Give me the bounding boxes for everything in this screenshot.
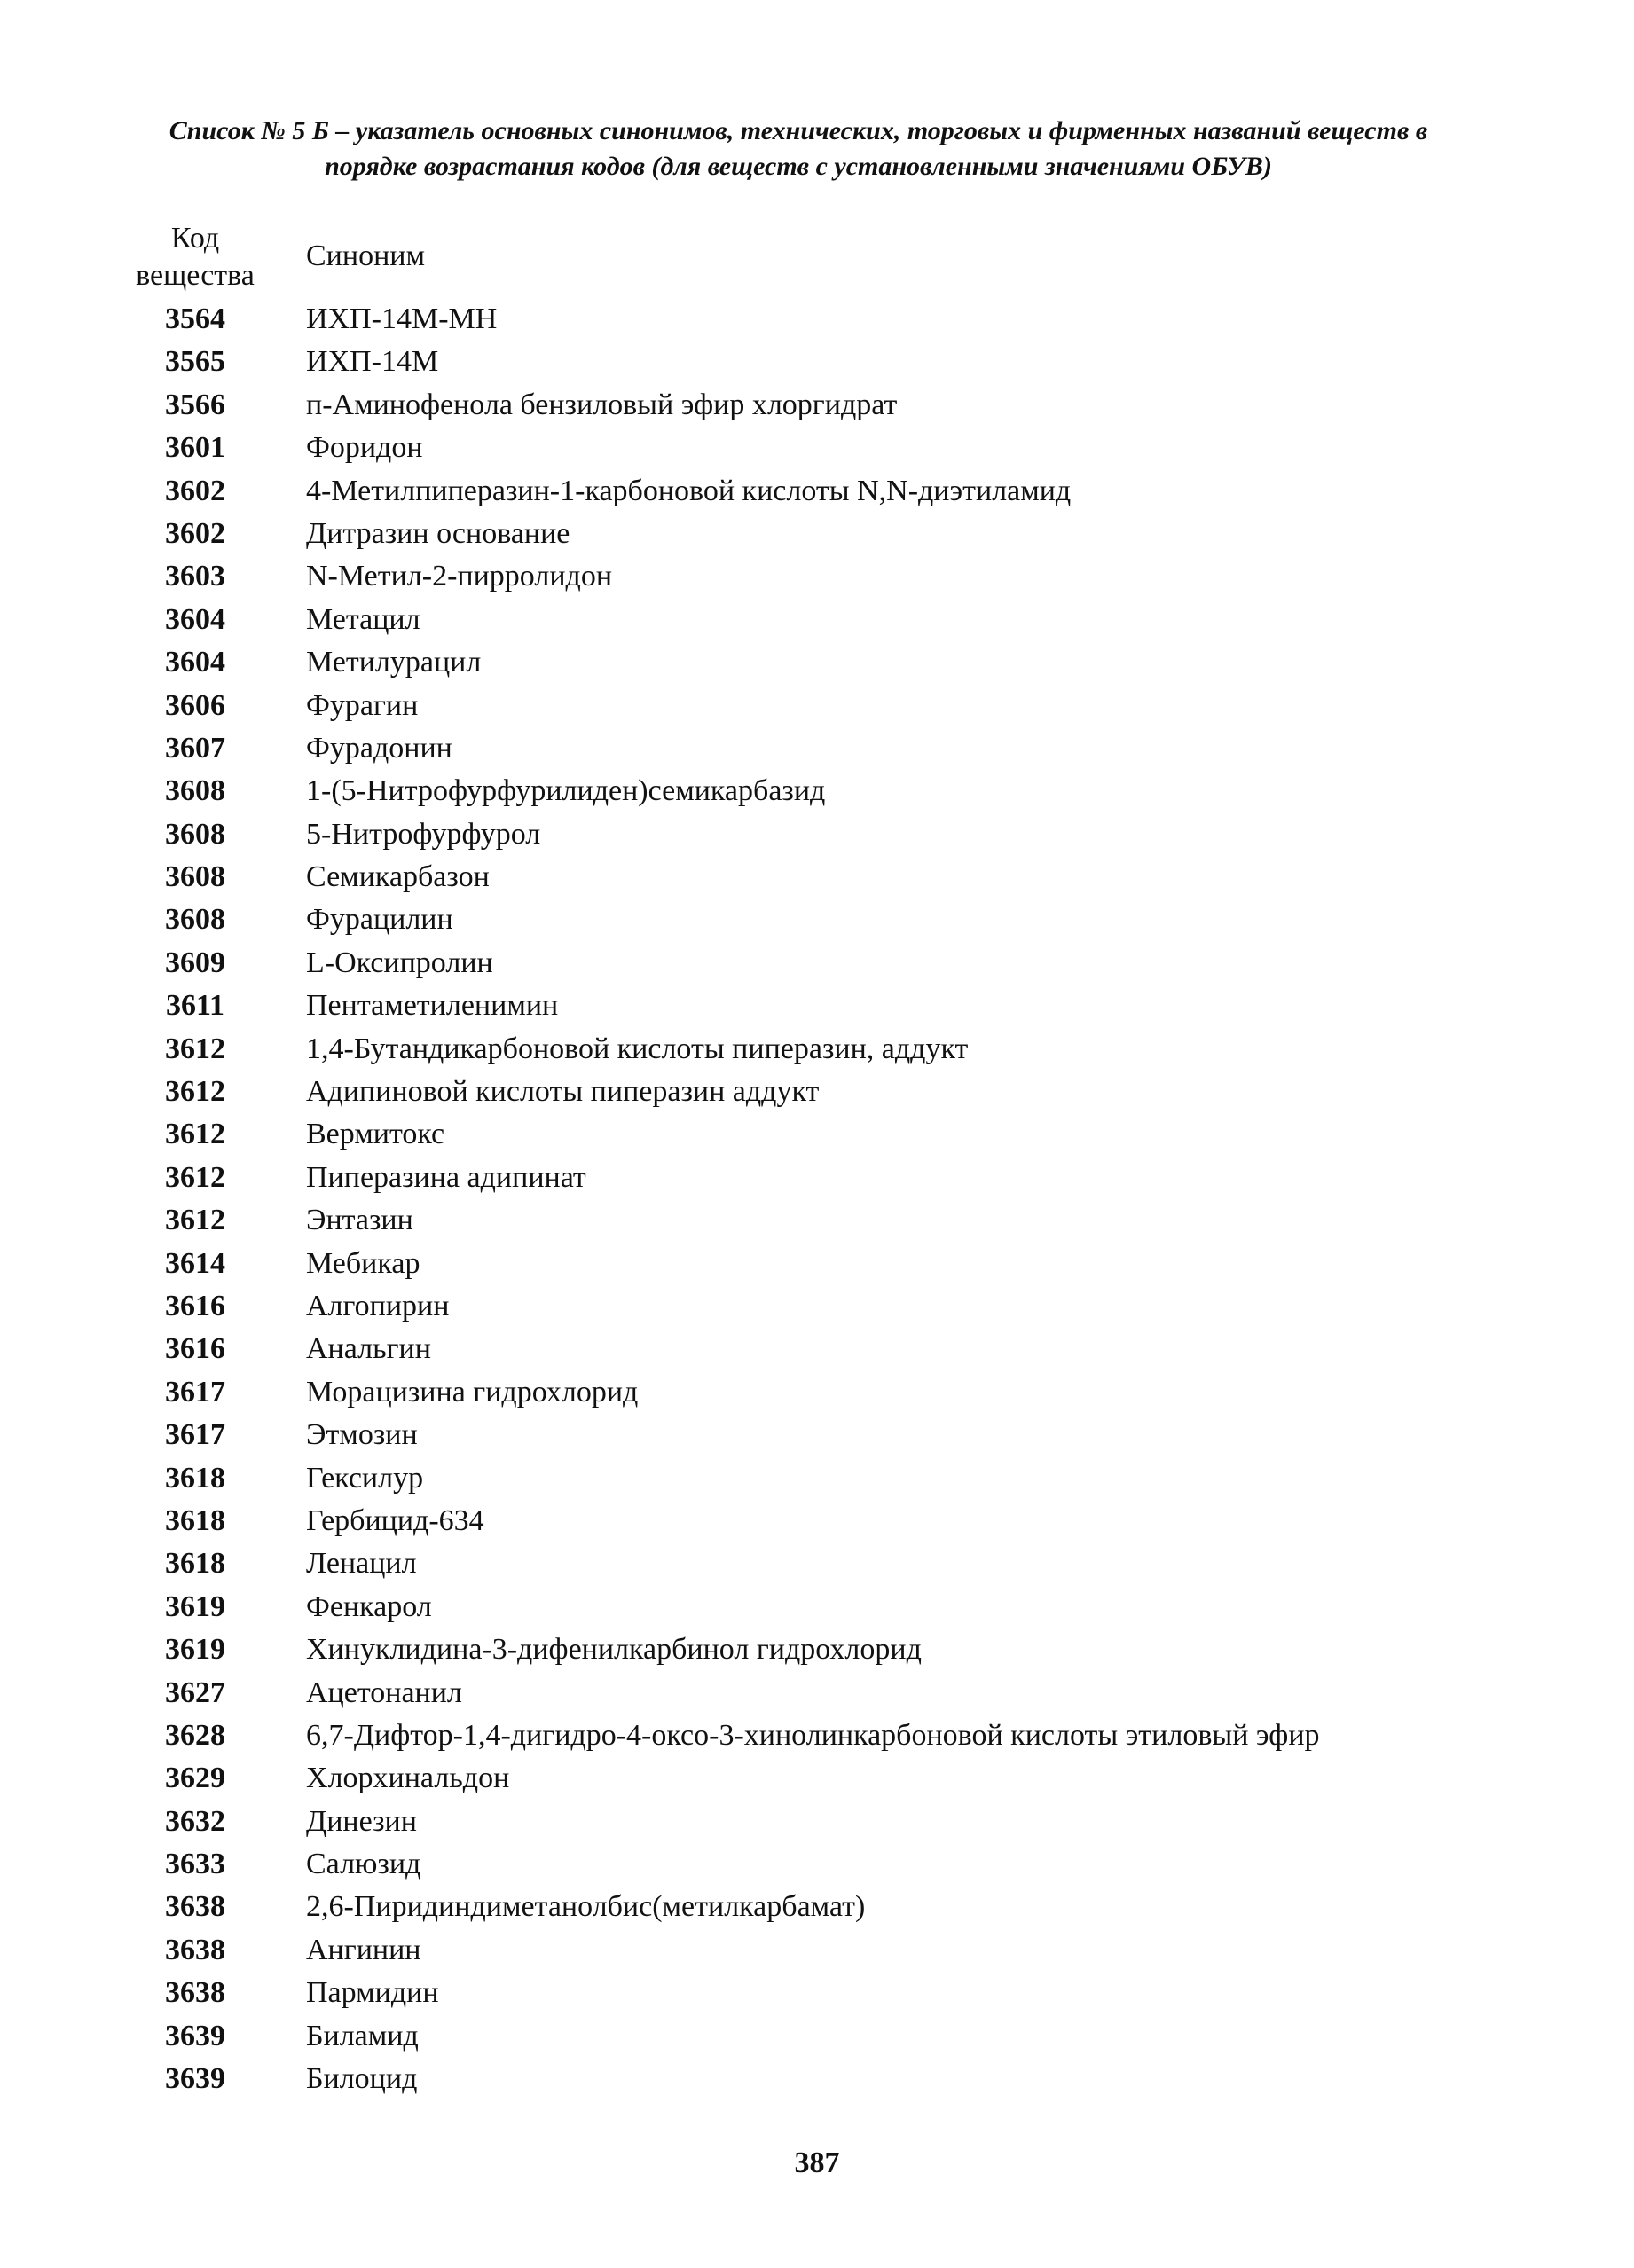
substance-code: 3627 <box>165 1675 225 1709</box>
substance-synonym: Фурадонин <box>306 731 452 765</box>
substance-synonym: Билоцид <box>306 2062 418 2096</box>
substance-synonym: Фенкарол <box>306 1589 432 1623</box>
table-row <box>124 1843 1508 1886</box>
column-header-synonym: Синоним <box>306 239 425 272</box>
substance-code: 3606 <box>165 688 225 722</box>
table-row <box>124 1672 1508 1715</box>
table-row <box>124 813 1508 856</box>
substance-code: 3566 <box>165 388 225 421</box>
table-row <box>124 341 1508 383</box>
substance-code: 3602 <box>165 474 225 507</box>
table-row <box>124 2058 1508 2100</box>
table-row <box>124 1757 1508 1800</box>
substance-synonym: Салюзид <box>306 1848 421 1881</box>
substance-synonym: Форидон <box>306 431 423 465</box>
page-title <box>106 114 1490 184</box>
substance-code: 3633 <box>165 1848 225 1881</box>
substance-code: 3619 <box>165 1633 225 1667</box>
substance-synonym: Гексилур <box>306 1461 424 1495</box>
substance-synonym: п-Аминофенола бензиловый эфир хлоргидрат <box>306 388 898 421</box>
substance-code: 3618 <box>165 1461 225 1495</box>
substance-code: 3618 <box>165 1503 225 1537</box>
table-row <box>124 1586 1508 1628</box>
substance-synonym: ИХП-14М-МН <box>306 302 498 335</box>
table-row <box>124 685 1508 727</box>
substance-synonym: Динезин <box>306 1804 417 1838</box>
table-row <box>124 856 1508 899</box>
substance-synonym: Хлорхинальдон <box>306 1762 510 1795</box>
substance-synonym: Гербицид-634 <box>306 1503 484 1537</box>
substance-code: 3601 <box>165 431 225 465</box>
table-row <box>124 1628 1508 1671</box>
substance-synonym: 5-Нитрофурфурол <box>306 817 541 851</box>
substance-synonym: Ангинин <box>306 1933 421 1966</box>
substance-code: 3617 <box>165 1375 225 1409</box>
substance-synonym: Ацетонанил <box>306 1675 462 1709</box>
substance-code: 3608 <box>165 817 225 851</box>
substance-synonym: Пентаметиленимин <box>306 989 559 1023</box>
table-row <box>124 1113 1508 1156</box>
substance-synonym: N-Метил-2-пирролидон <box>306 560 613 593</box>
column-header-code-line-2: вещества <box>136 259 255 292</box>
substance-synonym: Метацил <box>306 602 420 636</box>
substance-code: 3608 <box>165 903 225 937</box>
table-row <box>124 899 1508 941</box>
table-row <box>124 985 1508 1027</box>
table-row <box>124 1886 1508 1928</box>
table-header <box>124 220 1508 291</box>
substance-synonym: Метилурацил <box>306 646 482 679</box>
table-row <box>124 1371 1508 1414</box>
substance-code: 3632 <box>165 1804 225 1838</box>
table-row <box>124 1328 1508 1370</box>
substance-synonym: Мебикар <box>306 1246 420 1280</box>
table-row <box>124 1157 1508 1199</box>
substance-synonym: 1,4-Бутандикарбоновой кислоты пиперазин, аддукт <box>306 1032 969 1065</box>
substance-code: 3638 <box>165 1890 225 1924</box>
table-row <box>124 384 1508 427</box>
substance-code: 3639 <box>165 2019 225 2052</box>
substance-synonym: L-Оксипролин <box>306 946 493 979</box>
substance-synonym: Ленацил <box>306 1547 417 1581</box>
substance-code: 3611 <box>165 989 225 1023</box>
table-row <box>124 1457 1508 1500</box>
table-row <box>124 641 1508 684</box>
substance-code: 3604 <box>165 646 225 679</box>
page-number: 387 <box>794 2146 840 2179</box>
substance-synonym: Алгопирин <box>306 1289 450 1322</box>
synonym-table <box>124 298 1508 2100</box>
substance-synonym: Анальгин <box>306 1332 431 1366</box>
substance-synonym: Морацизина гидрохлорид <box>306 1375 639 1409</box>
substance-code: 3607 <box>165 731 225 765</box>
substance-code: 3616 <box>165 1332 225 1366</box>
substance-synonym: Вермитокс <box>306 1118 445 1151</box>
substance-synonym: ИХП-14М <box>306 345 439 379</box>
substance-synonym: Фурагин <box>306 688 419 722</box>
substance-code: 3608 <box>165 774 225 808</box>
table-row <box>124 298 1508 341</box>
substance-synonym: Фурацилин <box>306 903 453 937</box>
table-row <box>124 1542 1508 1585</box>
table-row <box>124 599 1508 641</box>
table-row <box>124 770 1508 812</box>
substance-code: 3608 <box>165 860 225 894</box>
substance-code: 3614 <box>165 1246 225 1280</box>
substance-code: 3565 <box>165 345 225 379</box>
substance-synonym: Этмозин <box>306 1418 418 1452</box>
substance-synonym: Дитразин основание <box>306 516 570 550</box>
table-row <box>124 2015 1508 2058</box>
substance-synonym: Энтазин <box>306 1204 413 1237</box>
table-row <box>124 1285 1508 1328</box>
substance-code: 3616 <box>165 1289 225 1322</box>
substance-synonym: 1-(5-Нитрофурфурилиден)семикарбазид <box>306 774 826 808</box>
substance-code: 3639 <box>165 2062 225 2096</box>
table-row <box>124 1801 1508 1843</box>
substance-code: 3609 <box>165 946 225 979</box>
table-row <box>124 1715 1508 1757</box>
table-row <box>124 942 1508 985</box>
table-row <box>124 1199 1508 1242</box>
table-row <box>124 1414 1508 1456</box>
substance-code: 3612 <box>165 1204 225 1237</box>
substance-code: 3638 <box>165 1976 225 2010</box>
table-row <box>124 513 1508 555</box>
substance-code: 3564 <box>165 302 225 335</box>
substance-code: 3638 <box>165 1933 225 1966</box>
substance-code: 3603 <box>165 560 225 593</box>
table-row <box>124 555 1508 598</box>
substance-code: 3612 <box>165 1160 225 1194</box>
substance-synonym: 6,7-Дифтор-1,4-дигидро-4-оксо-3-хинолинкарбоновой кислоты этиловый эфир <box>306 1718 1320 1752</box>
substance-synonym: Семикарбазон <box>306 860 490 894</box>
substance-synonym: Пармидин <box>306 1976 439 2010</box>
substance-code: 3612 <box>165 1032 225 1065</box>
substance-synonym: Биламид <box>306 2019 419 2052</box>
substance-synonym: Пиперазина адипинат <box>306 1160 586 1194</box>
table-row <box>124 1929 1508 1972</box>
page-title-line-1: Список № 5 Б – указатель основных синонимов, технических, торговых и фирменных названий веществ в <box>169 116 1428 145</box>
table-row <box>124 1243 1508 1285</box>
substance-synonym: Хинуклидина-3-дифенилкарбинол гидрохлорид <box>306 1633 922 1667</box>
substance-synonym: 4-Метилпиперазин-1-карбоновой кислоты N,N-диэтиламид <box>306 474 1072 507</box>
table-row <box>124 1071 1508 1113</box>
substance-code: 3628 <box>165 1718 225 1752</box>
substance-code: 3617 <box>165 1418 225 1452</box>
substance-code: 3619 <box>165 1589 225 1623</box>
substance-code: 3618 <box>165 1547 225 1581</box>
column-header-code-line-1: Код <box>170 222 220 255</box>
substance-code: 3602 <box>165 516 225 550</box>
substance-code: 3629 <box>165 1762 225 1795</box>
table-row <box>124 727 1508 770</box>
substance-synonym: 2,6-Пиридиндиметанолбис(метилкарбамат) <box>306 1890 866 1924</box>
table-row <box>124 1028 1508 1071</box>
page-title-line-2: порядке возрастания кодов (для веществ с установленными значениями ОБУВ) <box>325 152 1272 181</box>
substance-code: 3612 <box>165 1118 225 1151</box>
table-row <box>124 1500 1508 1542</box>
column-header-code <box>124 220 266 294</box>
table-row <box>124 470 1508 513</box>
table-row <box>124 427 1508 469</box>
substance-code: 3604 <box>165 602 225 636</box>
substance-synonym: Адипиновой кислоты пиперазин аддукт <box>306 1075 820 1109</box>
substance-code: 3612 <box>165 1075 225 1109</box>
table-row <box>124 1972 1508 2014</box>
